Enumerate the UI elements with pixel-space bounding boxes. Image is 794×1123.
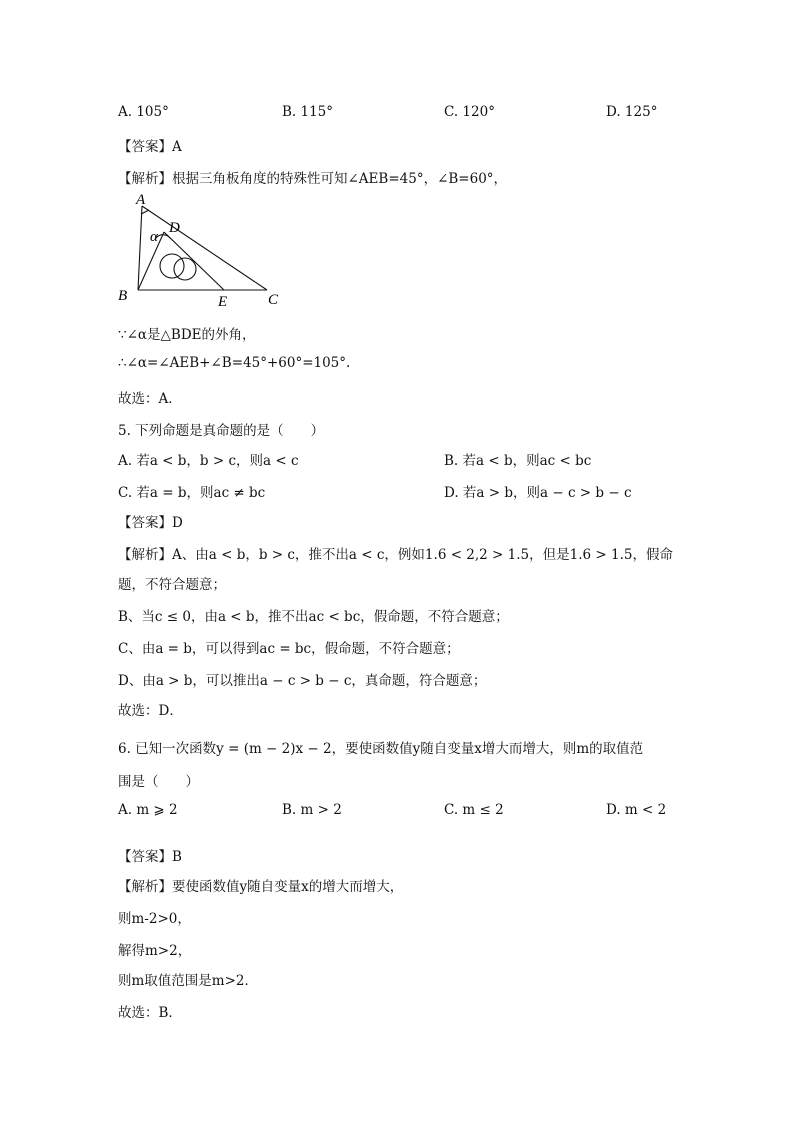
analysis-tag: 【解析】 [118,171,172,187]
answer-tag: 【答案】 [118,139,172,155]
label-alpha: α [150,229,158,245]
q6-conclusion: 故选：B． [118,1005,182,1021]
analysis-tag: 【解析】 [118,879,172,895]
q5-stem: 5. 下列命题是真命题的是（ ） [118,423,325,439]
side-ab [138,206,142,290]
q5-answer [118,511,183,531]
circle-left [160,254,184,278]
answer-value: D [172,515,183,531]
q6-option-c: C. m ≤ 2 [444,802,504,818]
q5-analysis-d: D、由a > b，可以推出a − c > b − c，真命题，符合题意； [118,673,487,689]
q5-analysis-cont: 题，不符合题意； [118,577,226,593]
answer-tag: 【答案】 [118,515,172,531]
q5-option-b: B. 若a < b，则ac < bc [444,453,592,469]
q5-conclusion: 故选：D． [118,703,183,719]
q5-analysis [118,543,673,563]
q6-option-d: D. m < 2 [606,802,667,818]
q4-step1: ∵∠α是△BDE的外角， [118,327,256,343]
label-b: B [118,288,128,304]
q6-step3: 则m取值范围是m>2． [118,973,259,989]
q5-option-a: A. 若a < b，b > c，则a < c [118,453,299,469]
q4-step2: ∴∠α=∠AEB+∠B=45°+60°=105°. [118,355,351,371]
q6-option-a: A. m ⩾ 2 [118,802,178,818]
q4-option-a: A. 105° [118,104,169,120]
q4-conclusion: 故选：A． [118,391,182,407]
triangle-figure [112,188,292,310]
analysis-text: A、由a < b，b > c，推不出a < c，例如1.6 < 2,2 > 1.5，但是1.6 > 1.5，假命 [172,547,673,563]
q6-answer [118,845,182,865]
q5-option-d: D. 若a > b，则a − c > b − c [444,485,632,501]
q6-option-b: B. m > 2 [282,802,342,818]
q5-analysis-b: B、当c ≤ 0，由a < b，推不出ac < bc，假命题，不符合题意； [118,609,509,625]
q4-option-d: D. 125° [606,104,658,120]
label-e: E [218,294,228,310]
answer-value: A [172,139,182,155]
q4-answer [118,135,182,155]
circle-right [174,258,196,280]
answer-tag: 【答案】 [118,849,172,865]
label-a: A [136,192,146,208]
q6-stem-line1: 6. 已知一次函数y = (m − 2)x − 2，要使函数值y随自变量x增大而增大，则m的取值范 [118,741,644,757]
label-c: C [268,292,279,308]
q5-option-c: C. 若a = b，则ac ≠ bc [118,485,266,501]
answer-value: B [172,849,182,865]
q6-step2: 解得m>2， [118,943,192,959]
q6-stem-line2: 围是（ ） [118,774,199,790]
analysis-text: 根据三角板角度的特殊性可知∠AEB=45°，∠B=60°， [172,171,508,187]
side-ac [142,206,267,290]
q4-option-b: B. 115° [282,104,334,120]
q6-step1: 则m-2>0， [118,911,191,927]
q6-analysis [118,875,403,895]
q4-option-c: C. 120° [444,104,495,120]
q5-analysis-c: C、由a = b，可以得到ac = bc，假命题，不符合题意； [118,641,460,657]
q4-analysis [118,167,507,187]
analysis-text: 要使函数值y随自变量x的增大而增大， [172,879,404,895]
analysis-tag: 【解析】 [118,547,172,563]
label-d: D [169,220,180,236]
